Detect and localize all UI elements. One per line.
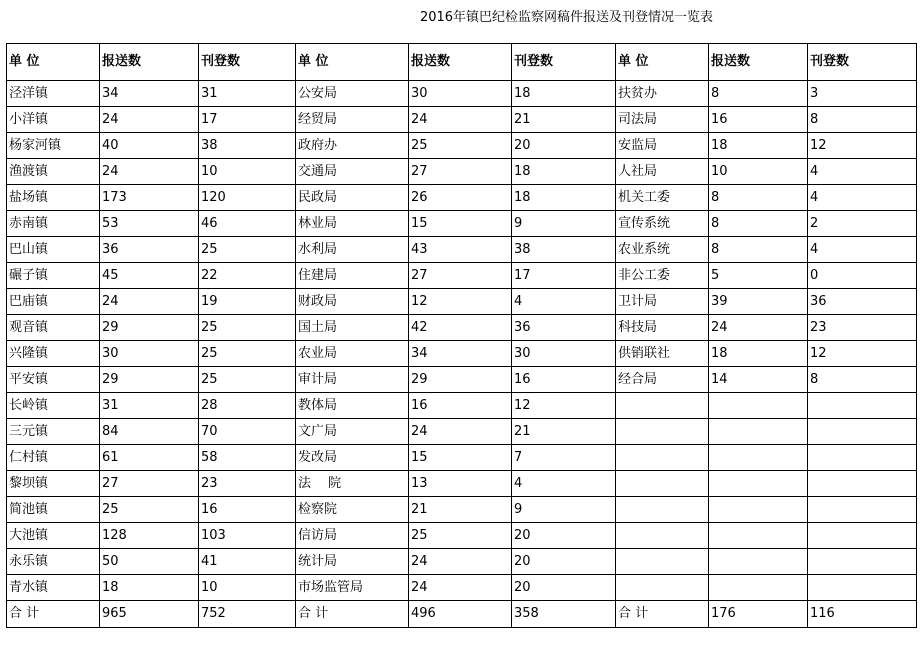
published-count-cell: [808, 549, 917, 575]
published-count-cell: 12: [512, 393, 616, 419]
sent-count-cell: 25: [409, 523, 512, 549]
unit-name-cell: 民政局: [296, 185, 409, 211]
sent-count-cell: 40: [100, 133, 199, 159]
published-count-cell: 8: [808, 367, 917, 393]
unit-name-cell: 政府办: [296, 133, 409, 159]
published-count-cell: 18: [512, 159, 616, 185]
published-count-cell: 36: [512, 315, 616, 341]
table-row: [7, 393, 917, 419]
unit-name-cell: 三元镇: [7, 419, 100, 445]
unit-name-cell: 经贸局: [296, 107, 409, 133]
published-count-cell: 9: [512, 497, 616, 523]
unit-name-cell: 农业局: [296, 341, 409, 367]
published-count-cell: 25: [199, 341, 296, 367]
unit-name-cell: 交通局: [296, 159, 409, 185]
unit-name-cell: [616, 575, 709, 601]
published-count-cell: 31: [199, 81, 296, 107]
published-count-cell: 22: [199, 263, 296, 289]
published-count-cell: 16: [199, 497, 296, 523]
sent-count-cell: [709, 445, 808, 471]
sent-count-cell: 16: [709, 107, 808, 133]
total-cell: 116: [808, 601, 917, 628]
unit-name-cell: [616, 393, 709, 419]
total-cell: 合 计: [616, 601, 709, 628]
total-cell: 752: [199, 601, 296, 628]
sent-count-cell: 30: [100, 341, 199, 367]
sent-count-cell: 45: [100, 263, 199, 289]
unit-name-cell: 黎坝镇: [7, 471, 100, 497]
table-row: [7, 81, 917, 107]
published-count-cell: 23: [808, 315, 917, 341]
unit-name-cell: 司法局: [616, 107, 709, 133]
published-count-cell: 18: [512, 185, 616, 211]
published-count-cell: [808, 471, 917, 497]
published-count-cell: 41: [199, 549, 296, 575]
published-count-cell: 38: [199, 133, 296, 159]
published-count-cell: 21: [512, 419, 616, 445]
unit-name-cell: 宣传系统: [616, 211, 709, 237]
sent-count-cell: 128: [100, 523, 199, 549]
published-count-cell: 21: [512, 107, 616, 133]
sent-count-cell: 24: [709, 315, 808, 341]
published-count-cell: 12: [808, 341, 917, 367]
sent-count-cell: [709, 549, 808, 575]
unit-name-cell: 农业系统: [616, 237, 709, 263]
sent-count-cell: 29: [100, 315, 199, 341]
unit-name-cell: 巴庙镇: [7, 289, 100, 315]
published-count-cell: 38: [512, 237, 616, 263]
total-row: [7, 601, 917, 628]
sent-count-cell: [709, 393, 808, 419]
published-count-cell: 17: [199, 107, 296, 133]
total-cell: 176: [709, 601, 808, 628]
published-count-cell: 10: [199, 575, 296, 601]
published-count-cell: 58: [199, 445, 296, 471]
sent-count-cell: 27: [409, 159, 512, 185]
sent-count-cell: 26: [409, 185, 512, 211]
unit-name-cell: 信访局: [296, 523, 409, 549]
unit-name-cell: 人社局: [616, 159, 709, 185]
unit-name-cell: 扶贫办: [616, 81, 709, 107]
unit-name-cell: 兴隆镇: [7, 341, 100, 367]
sent-count-cell: 14: [709, 367, 808, 393]
sent-count-cell: 8: [709, 81, 808, 107]
unit-name-cell: 检察院: [296, 497, 409, 523]
unit-name-cell: 林业局: [296, 211, 409, 237]
table-row: [7, 315, 917, 341]
published-count-cell: 4: [512, 289, 616, 315]
unit-name-cell: 供销联社: [616, 341, 709, 367]
sent-count-cell: 24: [409, 107, 512, 133]
unit-name-cell: 青水镇: [7, 575, 100, 601]
table-row: [7, 549, 917, 575]
sent-count-cell: 29: [409, 367, 512, 393]
published-count-cell: 20: [512, 133, 616, 159]
published-count-cell: 25: [199, 367, 296, 393]
total-cell: 965: [100, 601, 199, 628]
unit-name-cell: 巴山镇: [7, 237, 100, 263]
table-row: [7, 289, 917, 315]
sent-count-cell: [709, 419, 808, 445]
header-cell: 报送数: [409, 44, 512, 81]
sent-count-cell: [709, 575, 808, 601]
sent-count-cell: 15: [409, 211, 512, 237]
sent-count-cell: [709, 471, 808, 497]
table-row: [7, 133, 917, 159]
unit-name-cell: 公安局: [296, 81, 409, 107]
sent-count-cell: [709, 523, 808, 549]
unit-name-cell: 教体局: [296, 393, 409, 419]
sent-count-cell: 31: [100, 393, 199, 419]
table-row: [7, 107, 917, 133]
published-count-cell: 46: [199, 211, 296, 237]
unit-name-cell: 简池镇: [7, 497, 100, 523]
unit-name-cell: 科技局: [616, 315, 709, 341]
unit-name-cell: 财政局: [296, 289, 409, 315]
table-row: [7, 159, 917, 185]
sent-count-cell: 8: [709, 185, 808, 211]
unit-name-cell: 永乐镇: [7, 549, 100, 575]
published-count-cell: 18: [512, 81, 616, 107]
published-count-cell: 4: [808, 237, 917, 263]
sent-count-cell: 34: [409, 341, 512, 367]
sent-count-cell: 42: [409, 315, 512, 341]
sent-count-cell: 84: [100, 419, 199, 445]
sent-count-cell: 34: [100, 81, 199, 107]
unit-name-cell: 泾洋镇: [7, 81, 100, 107]
unit-name-cell: [616, 523, 709, 549]
sent-count-cell: 16: [409, 393, 512, 419]
published-count-cell: 28: [199, 393, 296, 419]
total-cell: 358: [512, 601, 616, 628]
sent-count-cell: 61: [100, 445, 199, 471]
published-count-cell: 8: [808, 107, 917, 133]
sent-count-cell: 29: [100, 367, 199, 393]
published-count-cell: 0: [808, 263, 917, 289]
total-cell: 496: [409, 601, 512, 628]
table-row: [7, 575, 917, 601]
unit-name-cell: 长岭镇: [7, 393, 100, 419]
sent-count-cell: 8: [709, 237, 808, 263]
sent-count-cell: 173: [100, 185, 199, 211]
sent-count-cell: 24: [409, 575, 512, 601]
published-count-cell: [808, 419, 917, 445]
unit-name-cell: 经合局: [616, 367, 709, 393]
published-count-cell: 36: [808, 289, 917, 315]
published-count-cell: 30: [512, 341, 616, 367]
unit-name-cell: 机关工委: [616, 185, 709, 211]
table-row: [7, 471, 917, 497]
unit-name-cell: 赤南镇: [7, 211, 100, 237]
unit-name-cell: 安监局: [616, 133, 709, 159]
unit-name-cell: [616, 471, 709, 497]
published-count-cell: [808, 497, 917, 523]
sent-count-cell: [709, 497, 808, 523]
unit-name-cell: 市场监管局: [296, 575, 409, 601]
table-row: [7, 419, 917, 445]
sent-count-cell: 43: [409, 237, 512, 263]
unit-name-cell: 发改局: [296, 445, 409, 471]
sent-count-cell: 24: [100, 289, 199, 315]
sent-count-cell: 24: [100, 159, 199, 185]
sent-count-cell: 25: [409, 133, 512, 159]
table-row: [7, 367, 917, 393]
sent-count-cell: 10: [709, 159, 808, 185]
published-count-cell: 17: [512, 263, 616, 289]
unit-name-cell: 住建局: [296, 263, 409, 289]
unit-name-cell: [616, 419, 709, 445]
published-count-cell: [808, 575, 917, 601]
sent-count-cell: 18: [100, 575, 199, 601]
sent-count-cell: 39: [709, 289, 808, 315]
unit-name-cell: 非公工委: [616, 263, 709, 289]
published-count-cell: 16: [512, 367, 616, 393]
published-count-cell: 70: [199, 419, 296, 445]
header-cell: 报送数: [709, 44, 808, 81]
published-count-cell: 2: [808, 211, 917, 237]
sent-count-cell: 18: [709, 133, 808, 159]
unit-name-cell: 大池镇: [7, 523, 100, 549]
table-row: [7, 263, 917, 289]
published-count-cell: 23: [199, 471, 296, 497]
published-count-cell: 20: [512, 523, 616, 549]
sent-count-cell: 24: [409, 419, 512, 445]
unit-name-cell: 小洋镇: [7, 107, 100, 133]
unit-name-cell: 统计局: [296, 549, 409, 575]
unit-name-cell: 渔渡镇: [7, 159, 100, 185]
header-cell: 报送数: [100, 44, 199, 81]
unit-name-cell: 国土局: [296, 315, 409, 341]
unit-name-cell: 碾子镇: [7, 263, 100, 289]
unit-name-cell: [616, 549, 709, 575]
unit-name-cell: 水利局: [296, 237, 409, 263]
unit-name-cell: 杨家河镇: [7, 133, 100, 159]
unit-name-cell: 盐场镇: [7, 185, 100, 211]
sent-count-cell: 21: [409, 497, 512, 523]
header-cell: 单 位: [7, 44, 100, 81]
published-count-cell: 4: [808, 159, 917, 185]
sent-count-cell: 27: [409, 263, 512, 289]
total-cell: 合 计: [296, 601, 409, 628]
published-count-cell: 19: [199, 289, 296, 315]
published-count-cell: 25: [199, 315, 296, 341]
unit-name-cell: 文广局: [296, 419, 409, 445]
sent-count-cell: 24: [100, 107, 199, 133]
table-row: [7, 497, 917, 523]
published-count-cell: 103: [199, 523, 296, 549]
unit-name-cell: [616, 445, 709, 471]
table-body: [7, 44, 917, 628]
published-count-cell: 20: [512, 575, 616, 601]
table-row: [7, 523, 917, 549]
sent-count-cell: 15: [409, 445, 512, 471]
table-row: [7, 341, 917, 367]
unit-name-cell: 审计局: [296, 367, 409, 393]
sent-count-cell: 24: [409, 549, 512, 575]
published-count-cell: [808, 445, 917, 471]
sent-count-cell: 50: [100, 549, 199, 575]
unit-name-cell: 平安镇: [7, 367, 100, 393]
published-count-cell: [808, 393, 917, 419]
header-cell: 刊登数: [808, 44, 917, 81]
header-cell: 单 位: [296, 44, 409, 81]
published-count-cell: 7: [512, 445, 616, 471]
unit-name-cell: 观音镇: [7, 315, 100, 341]
sent-count-cell: 13: [409, 471, 512, 497]
published-count-cell: 10: [199, 159, 296, 185]
table-row: [7, 211, 917, 237]
published-count-cell: 120: [199, 185, 296, 211]
page-title: 2016年镇巴纪检监察网稿件报送及刊登情况一览表: [419, 10, 714, 25]
unit-name-cell: [616, 497, 709, 523]
header-row: [7, 44, 917, 81]
published-count-cell: 20: [512, 549, 616, 575]
sent-count-cell: 53: [100, 211, 199, 237]
published-count-cell: 25: [199, 237, 296, 263]
unit-name-cell: 仁村镇: [7, 445, 100, 471]
sent-count-cell: 27: [100, 471, 199, 497]
published-count-cell: 4: [512, 471, 616, 497]
unit-name-cell: 卫计局: [616, 289, 709, 315]
sent-count-cell: 12: [409, 289, 512, 315]
total-cell: 合 计: [7, 601, 100, 628]
table-row: [7, 237, 917, 263]
sent-count-cell: 36: [100, 237, 199, 263]
header-cell: 单 位: [616, 44, 709, 81]
published-count-cell: [808, 523, 917, 549]
table-row: [7, 445, 917, 471]
sent-count-cell: 5: [709, 263, 808, 289]
header-cell: 刊登数: [199, 44, 296, 81]
sent-count-cell: 30: [409, 81, 512, 107]
sent-count-cell: 18: [709, 341, 808, 367]
published-count-cell: 9: [512, 211, 616, 237]
unit-name-cell: 法 院: [296, 471, 409, 497]
sent-count-cell: 8: [709, 211, 808, 237]
published-count-cell: 12: [808, 133, 917, 159]
report-table: [6, 43, 917, 628]
sent-count-cell: 25: [100, 497, 199, 523]
header-cell: 刊登数: [512, 44, 616, 81]
published-count-cell: 4: [808, 185, 917, 211]
published-count-cell: 3: [808, 81, 917, 107]
table-row: [7, 185, 917, 211]
